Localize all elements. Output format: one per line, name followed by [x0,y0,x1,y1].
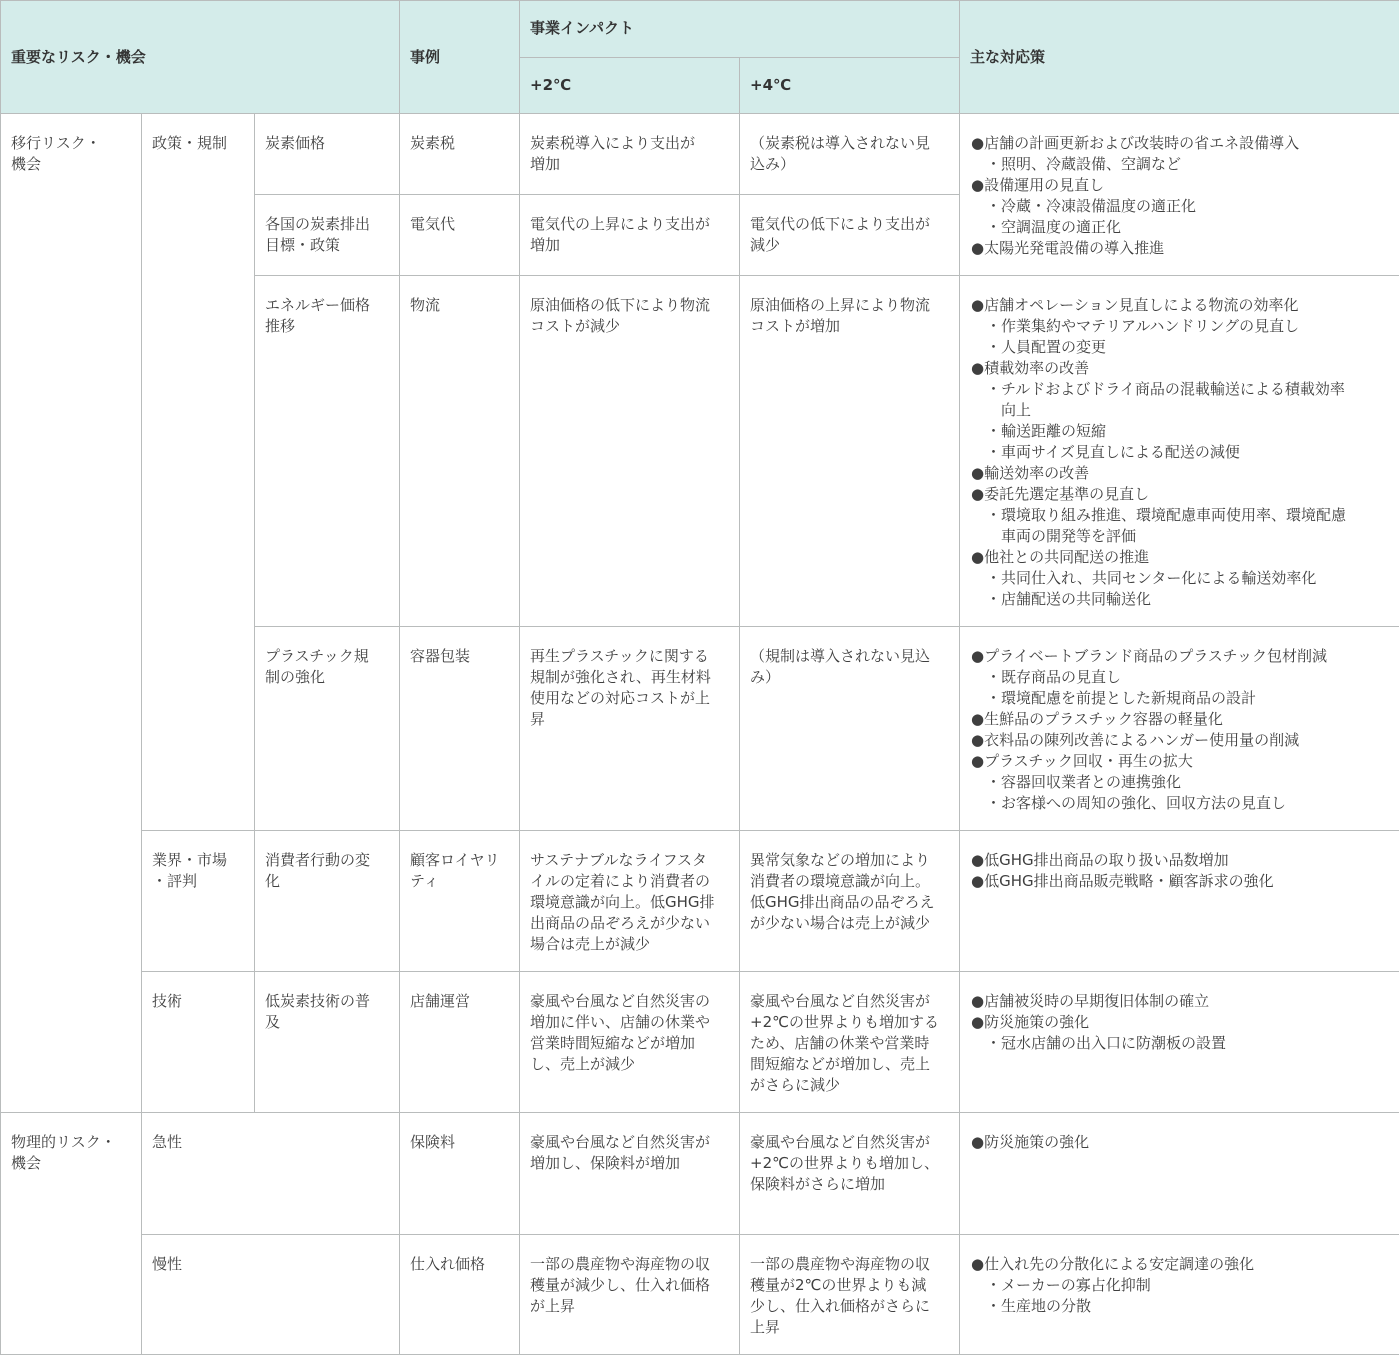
impact-plus2-cell: 原油価格の低下により物流 コストが減少 [520,276,740,627]
response-cell: ●仕入れ先の分散化による安定調達の強化 ・メーカーの寡占化抑制 ・生産地の分散 [960,1235,1399,1355]
example-cell: 容器包装 [400,627,520,831]
header-plus2: +2℃ [520,58,740,114]
example-cell: 保険料 [400,1113,520,1235]
impact-plus2-cell: 再生プラスチックに関する 規制が強化され、再生材料 使用などの対応コストが上 昇 [520,627,740,831]
response-cell: ●防災施策の強化 [960,1113,1399,1235]
impact-plus4-cell: 電気代の低下により支出が 減少 [740,195,960,276]
table-row [1,831,1399,972]
response-cell: ●店舗の計画更新および改装時の省エネ設備導入 ・照明、冷蔵設備、空調など ●設備運用の見直し ・冷蔵・冷凍設備温度の適正化 ・空調温度の適正化 ●太陽光発電設備の導入推進 [960,114,1399,276]
impact-plus4-cell: （規制は導入されない見込 み） [740,627,960,831]
impact-plus4-cell: 一部の農産物や海産物の収 穫量が2℃の世界よりも減 少し、仕入れ価格がさらに 上昇 [740,1235,960,1355]
table-row [1,972,1399,1113]
example-cell: 店舗運営 [400,972,520,1113]
impact-plus4-cell: 豪風や台風など自然災害が +2℃の世界よりも増加する ため、店舗の休業や営業時 間短縮などが増加し、売上 がさらに減少 [740,972,960,1113]
impact-plus2-cell: 一部の農産物や海産物の収 穫量が減少し、仕入れ価格 が上昇 [520,1235,740,1355]
header-business-impact: 事業インパクト [520,1,960,58]
impact-plus2-cell: 豪風や台風など自然災害の 増加に伴い、店舗の休業や 営業時間短縮などが増加 し、売上が減少 [520,972,740,1113]
impact-plus4-cell: 異常気象などの増加により 消費者の環境意識が向上。 低GHG排出商品の品ぞろえ が少ない場合は売上が減少 [740,831,960,972]
table-row [1,114,1399,195]
header-plus4: +4℃ [740,58,960,114]
table-row [1,1235,1399,1355]
subcategory-chronic: 慢性 [142,1235,400,1355]
impact-plus4-cell: 豪風や台風など自然災害が +2℃の世界よりも増加し、 保険料がさらに増加 [740,1113,960,1235]
example-cell: 顧客ロイヤリ ティ [400,831,520,972]
response-cell: ●プライベートブランド商品のプラスチック包材削減 ・既存商品の見直し ・環境配慮を前提とした新規商品の設計 ●生鮮品のプラスチック容器の軽量化 ●衣料品の陳列改善によるハンガー使用量の削減 ●プラスチック回収・再生の拡大 ・容器回収業者との連携強化 ・お客様への周知の強化、回収方法の見直し [960,627,1399,831]
subcategory-acute: 急性 [142,1113,400,1235]
impact-plus2-cell: 豪風や台風など自然災害が 増加し、保険料が増加 [520,1113,740,1235]
response-cell: ●店舗被災時の早期復旧体制の確立 ●防災施策の強化 ・冠水店舗の出入口に防潮板の設置 [960,972,1399,1113]
impact-plus2-cell: 電気代の上昇により支出が 増加 [520,195,740,276]
group-transition: 移行リスク・ 機会 [1,114,142,1113]
header-risk-opportunity: 重要なリスク・機会 [1,1,400,114]
table-row [1,1113,1399,1235]
response-cell: ●低GHG排出商品の取り扱い品数増加 ●低GHG排出商品販売戦略・顧客訴求の強化 [960,831,1399,972]
subcategory-policy: 政策・規制 [142,114,255,831]
driver-cell: 低炭素技術の普 及 [255,972,400,1113]
impact-plus4-cell: 原油価格の上昇により物流 コストが増加 [740,276,960,627]
impact-plus2-cell: 炭素税導入により支出が 増加 [520,114,740,195]
header-example: 事例 [400,1,520,114]
driver-cell: 炭素価格 [255,114,400,195]
example-cell: 仕入れ価格 [400,1235,520,1355]
driver-cell: エネルギー価格 推移 [255,276,400,627]
subcategory-technology: 技術 [142,972,255,1113]
driver-cell: 消費者行動の変 化 [255,831,400,972]
example-cell: 電気代 [400,195,520,276]
impact-plus2-cell: サステナブルなライフスタ イルの定着により消費者の 環境意識が向上。低GHG排 出商品の品ぞろえが少ない 場合は売上が減少 [520,831,740,972]
header-main-response: 主な対応策 [960,1,1399,114]
impact-plus4-cell: （炭素税は導入されない見 込み） [740,114,960,195]
driver-cell: 各国の炭素排出 目標・政策 [255,195,400,276]
driver-cell: プラスチック規 制の強化 [255,627,400,831]
response-cell: ●店舗オペレーション見直しによる物流の効率化 ・作業集約やマテリアルハンドリングの見直し ・人員配置の変更 ●積載効率の改善 ・チルドおよびドライ商品の混載輸送による積載効率 向上 ・輸送距離の短縮 ・車両サイズ見直しによる配送の減便 ●輸送効率の改善 ●委託先選定基準の見直し ・環境取り組み推進、環境配慮車両使用率、環境配慮 車両の開発等を評価 ●他社との共同配送の推進 ・共同仕入れ、共同センター化による輸送効率化 ・店舗配送の共同輸送化 [960,276,1399,627]
group-physical: 物理的リスク・ 機会 [1,1113,142,1355]
subcategory-market: 業界・市場 ・評判 [142,831,255,972]
example-cell: 物流 [400,276,520,627]
example-cell: 炭素税 [400,114,520,195]
